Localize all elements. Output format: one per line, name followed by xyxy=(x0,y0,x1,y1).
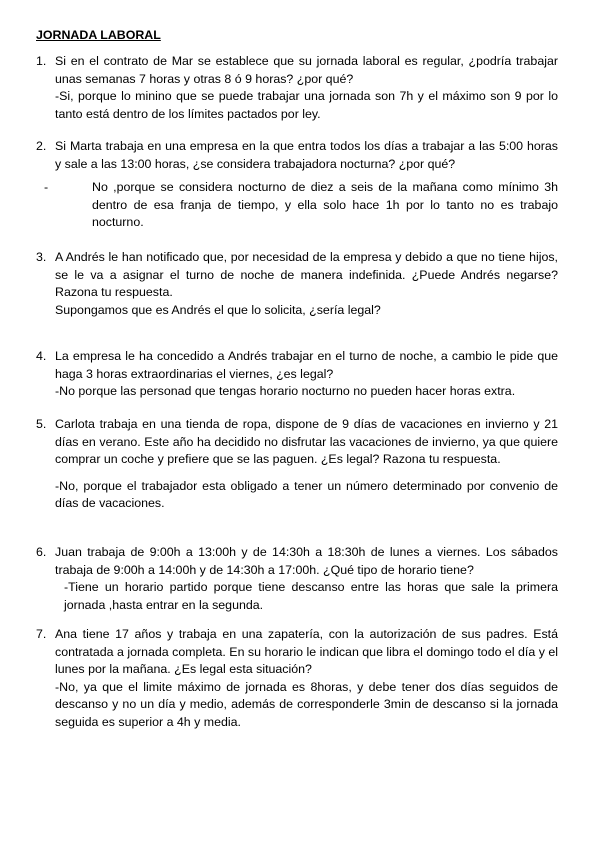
item-number: 3. xyxy=(36,250,47,264)
list-item xyxy=(36,348,558,401)
list-item xyxy=(36,544,558,614)
question-text: A Andrés le han notificado que, por necesidad de la empresa y debido a que no tiene hijos, se le va a asignar el turno de noche de manera indefinida. ¿Puede Andrés negarse? Razona tu respuesta. xyxy=(55,250,558,299)
item-number: 2. xyxy=(36,139,47,153)
question-followup: Supongamos que es Andrés el que lo solicita, ¿sería legal? xyxy=(55,302,381,317)
document-title: JORNADA LABORAL xyxy=(36,28,161,42)
question-text: La empresa le ha concedido a Andrés trabajar en el turno de noche, a cambio le pide que haga 3 horas extraordinarias el viernes, ¿es legal? xyxy=(55,349,558,381)
list-item xyxy=(36,249,558,319)
question-text: Carlota trabaja en una tienda de ropa, dispone de 9 días de vacaciones en invierno y 21 días en verano. Este año ha decidido no disfrutar las vacaciones de invierno, ya que quiere comprar un coche y prefiere que se las paguen. ¿Es legal? Razona tu respuesta. xyxy=(55,417,558,466)
answer-text: -No, porque el trabajador esta obligado a tener un número determinado por convenio de días de vacaciones. xyxy=(55,478,558,510)
question-text: Si en el contrato de Mar se establece que su jornada laboral es regular, ¿podría trabajar unas semanas 7 horas y otras 8 ó 9 horas? ¿por qué? xyxy=(55,54,558,86)
answer-text xyxy=(44,179,558,232)
item-number: 1. xyxy=(36,54,47,68)
item-number: 5. xyxy=(36,417,47,431)
list-item xyxy=(36,138,558,232)
item-number: 6. xyxy=(36,545,47,559)
answer-text: -Si, porque lo minino que se puede trabajar una jornada son 7h y el máximo son 9 por lo tanto está dentro de los límites pactados por ley. xyxy=(55,89,558,121)
item-number: 4. xyxy=(36,349,47,363)
answer-text: -Tiene un horario partido porque tiene descanso entre las horas que sale la primera jornada ,hasta entrar en la segunda. xyxy=(64,580,558,612)
answer-text: -No porque las personad que tengas horario nocturno no pueden hacer horas extra. xyxy=(55,384,516,398)
question-text: Ana tiene 17 años y trabaja en una zapatería, con la autorización de sus padres. Está contratada a jornada completa. En su horario le indican que libra el domingo todo el día y el lunes por la mañana. ¿Es legal esta situación? xyxy=(55,627,558,676)
list-item xyxy=(36,416,558,513)
bullet-dash: - xyxy=(44,180,49,194)
answer-body: No ,porque se considera nocturno de diez a seis de la mañana como mínimo 3h dentro de esa franja de tiempo, y ella solo hace 1h por lo tanto no es trabajo nocturno. xyxy=(92,180,558,229)
answer-text: -No, ya que el limite máximo de jornada es 8horas, y debe tener dos días seguidos de descanso y no un día y medio, además de corresponderle 3min de descanso si la jornada seguida es superior a 4h y media. xyxy=(55,679,558,729)
list-item xyxy=(36,53,558,123)
item-number: 7. xyxy=(36,627,47,641)
question-text: Juan trabaja de 9:00h a 13:00h y de 14:30h a 18:30h de lunes a viernes. Los sábados trabaja de 9:00h a 14:00h y de 14:30h a 17:00h. ¿Qué tipo de horario tiene? xyxy=(55,545,558,577)
question-text: Si Marta trabaja en una empresa en la que entra todos los días a trabajar a las 5:00 horas y sale a las 13:00 horas, ¿se considera trabajadora nocturna? ¿por qué? xyxy=(55,139,558,171)
list-item xyxy=(36,626,558,731)
